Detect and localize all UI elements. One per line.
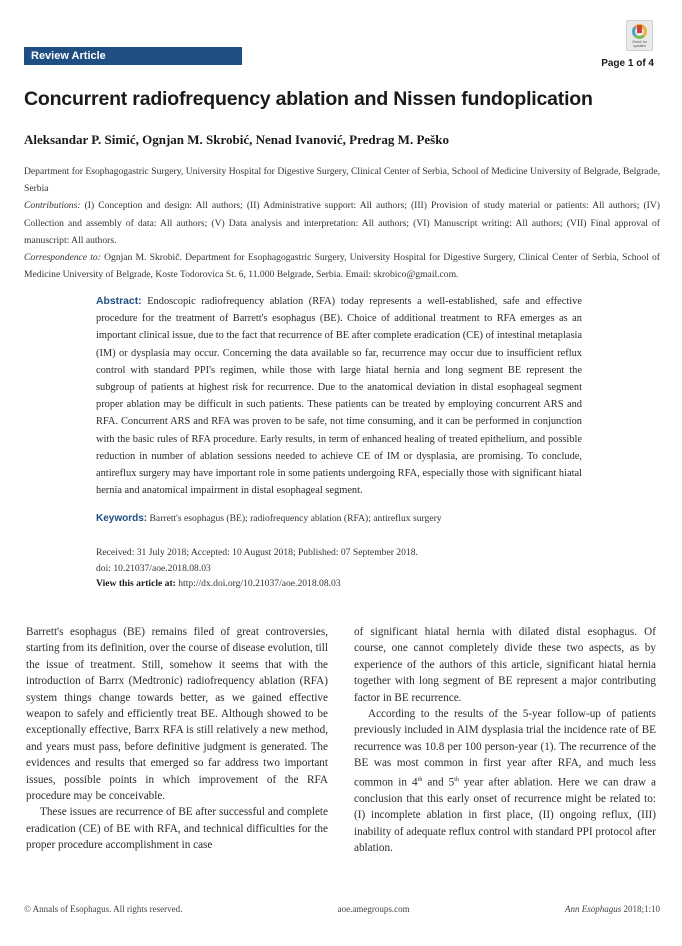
keywords bbox=[96, 513, 582, 524]
publication-info bbox=[96, 545, 582, 592]
abstract-text: Endoscopic radiofrequency ablation (RFA) today represents a well-established, safe and effective procedure for the treatment of Barrett's esophagus (BE). Choice of additional treatment to RFA emerges as an important clinical issue, due to the fact that recurrence of BE after complete eradication (CE) of intestinal metaplasia (IM) or dysplasia may occur. Concerning the data available so far, recurrence may occur due to insufficient reflux control with standard PPI's regimen, while those with large hiatal hernia and long segment BE represent the subgroup of patients at highest risk for recurrence. Due to the anatomical deviation in distal esophageal segment proper ablation may be difficult in such patients. These patients can be treated by employing concurrent ARS and RFA. Concurrent ARS and RFA was proven to be safe, not time consuming, and it can be performed in conjunction with the basic rules of RFA procedure. Early results, in term of enhanced healing of treated epithelium, and possible reduction in number of ablation sessions needed to achieve CE of IM or dysplasia, are promising. To conclude, antireflux surgery may have important role in some patients undergoing RFA, especially those with significant hiatal hernia and anatomical impairment in distal esophageal segment. bbox=[96, 296, 582, 497]
keywords-text: Barrett's esophagus (BE); radiofrequency ablation (RFA); antireflux surgery bbox=[149, 513, 442, 524]
citation-numbers: 2018;1:10 bbox=[621, 904, 660, 914]
body-text: and 5 bbox=[422, 776, 455, 789]
correspondence bbox=[24, 249, 660, 283]
publication-dates: Received: 31 July 2018; Accepted: 10 August 2018; Published: 07 September 2018. bbox=[96, 547, 418, 558]
page-footer bbox=[24, 904, 660, 914]
body-column-left bbox=[26, 624, 328, 854]
page-number: Page 1 of 4 bbox=[601, 58, 654, 69]
abstract bbox=[96, 293, 582, 499]
affiliation: Department for Esophagogastric Surgery, University Hospital for Digestive Surgery, Clinical Center of Serbia, School of Medicine University of Belgrade, Belgrade, Serbia bbox=[24, 166, 660, 195]
contributions-label: Contributions: bbox=[24, 200, 81, 212]
superscript: th bbox=[454, 776, 459, 783]
citation bbox=[565, 904, 660, 914]
doi: doi: 10.21037/aoe.2018.08.03 bbox=[96, 562, 211, 574]
journal-website[interactable]: aoe.amegroups.com bbox=[337, 904, 410, 914]
correspondence-text: Ognjan M. Skrobič. Department for Esophagogastric Surgery, University Hospital for Digestive Surgery, Clinical Center of Serbia, School of Medicine University of Belgrade, Koste Todorovica St. 6, 11.000 Belgrade, Serbia. Email: skrobico@gmail.com. bbox=[24, 252, 660, 281]
contributions bbox=[24, 197, 660, 249]
view-article-link[interactable]: http://dx.doi.org/10.21037/aoe.2018.08.03 bbox=[178, 578, 341, 590]
body-paragraph: These issues are recurrence of BE after successful and complete eradication (CE) of BE with RFA, and technical difficulties for the proper procedure accomplishment in case bbox=[26, 806, 328, 852]
article-metadata bbox=[24, 163, 660, 283]
article-type-banner: Review Article bbox=[24, 47, 242, 65]
crossmark-label: Check for updates bbox=[632, 40, 647, 48]
body-text: year after ablation. Here we can draw a conclusion that this early onset of recurrence might be related to: (I) incomplete ablation in first place, (II) ongoing reflux, (III) inability of adequate reflux control with standard PPI protocol after ablation. bbox=[354, 776, 656, 855]
superscript: th bbox=[417, 776, 423, 783]
view-article bbox=[96, 576, 582, 592]
article-title: Concurrent radiofrequency ablation and Nissen fundoplication bbox=[24, 88, 593, 110]
author-list: Aleksandar P. Simić, Ognjan M. Skrobić, Nenad Ivanović, Predrag M. Peško bbox=[24, 132, 449, 147]
correspondence-label: Correspondence to: bbox=[24, 252, 101, 264]
crossmark-icon bbox=[632, 24, 647, 39]
journal-abbrev: Ann Esophagus bbox=[564, 904, 622, 914]
body-paragraph: Barrett's esophagus (BE) remains filed of great controversies, starting from its definition, over the course of disease evolution, till the issue of treatment. Still, somehow it seems that with the introduction of Barrx (Medtronic) radiofrequency ablation (RFA) system things change towards better, as we gained effective weapon to safely and efficiently treat BE. Although showed to be exceptionally effective, Barrx RFA is still relatively a new method, and years must pass, before definitive judgment is generated. The evidences and results that emerged so far address two important issues, possible points in which improvement of the RFA procedure may be conceivable. bbox=[26, 626, 328, 803]
view-article-label: View this article at: bbox=[96, 578, 176, 590]
body-column-right bbox=[354, 624, 656, 856]
copyright: © Annals of Esophagus. All rights reserved. bbox=[24, 904, 183, 914]
body-paragraph: of significant hiatal hernia with dilated distal esophagus. Of course, one cannot completely divide these two aspects, as by experience of the authors of this article, significant hiatal hernia together with long segment of BE represent a major contributing factor in BE recurrence. bbox=[354, 626, 656, 704]
body-text: According to the results of the 5-year follow-up of patients previously included in AIM dysplasia trial the incidence rate of BE recurrence was 10.8 per 100 person-year (1). The recurrence of the BE was most common in first year after RFA, and much less common in 4 bbox=[354, 708, 656, 789]
body-paragraph bbox=[354, 706, 656, 856]
contributions-text: (I) Conception and design: All authors; (II) Administrative support: All authors; (III) Provision of study material or patients: All authors; (IV) Collection and assembly of data: All authors; (V) Data analysis and interpretation: All authors; (VI) Manuscript writing: All authors; (VII) Final approval of manuscript: All authors. bbox=[24, 200, 660, 246]
check-for-updates-badge[interactable] bbox=[626, 20, 653, 51]
abstract-label: Abstract: bbox=[96, 296, 142, 307]
keywords-label: Keywords: bbox=[96, 513, 148, 524]
